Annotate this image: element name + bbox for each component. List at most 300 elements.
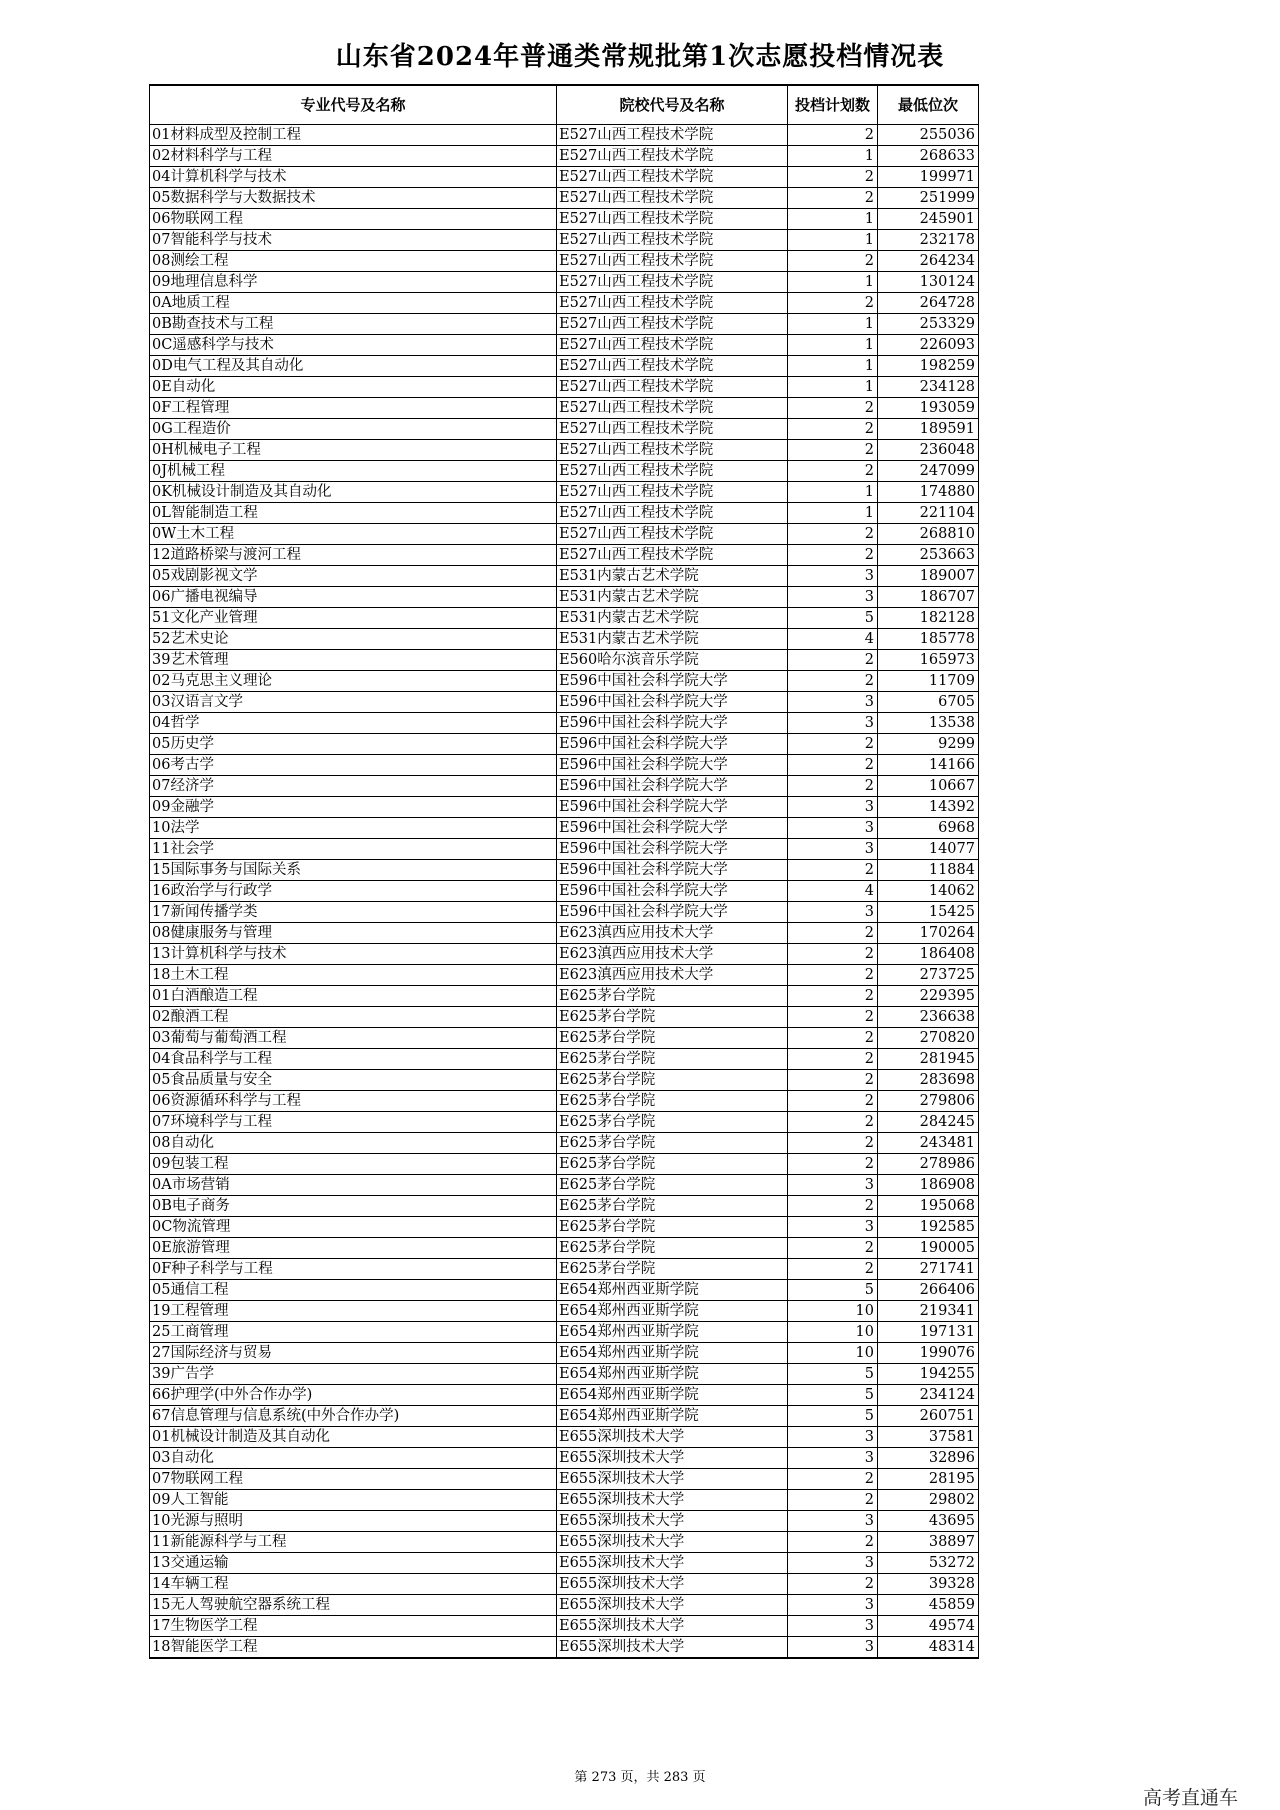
cell-major: 51文化产业管理: [150, 608, 557, 629]
cell-major: 0F种子科学与工程: [150, 1259, 557, 1280]
cell-major: 0E自动化: [150, 377, 557, 398]
cell-major: 14车辆工程: [150, 1574, 557, 1595]
cell-plan-count: 1: [788, 482, 878, 503]
cell-plan-count: 3: [788, 1217, 878, 1238]
table-row: [150, 1406, 979, 1427]
cell-major: 15无人驾驶航空器系统工程: [150, 1595, 557, 1616]
cell-major: 05通信工程: [150, 1280, 557, 1301]
table-row: [150, 1364, 979, 1385]
cell-min-rank: 130124: [878, 272, 979, 293]
table-row: [150, 818, 979, 839]
table-row: [150, 776, 979, 797]
table-row: [150, 797, 979, 818]
cell-min-rank: 39328: [878, 1574, 979, 1595]
cell-major: 0B勘查技术与工程: [150, 314, 557, 335]
cell-plan-count: 2: [788, 419, 878, 440]
cell-min-rank: 186908: [878, 1175, 979, 1196]
table-row: [150, 1112, 979, 1133]
cell-school: E655深圳技术大学: [557, 1595, 788, 1616]
cell-school: E655深圳技术大学: [557, 1427, 788, 1448]
cell-major: 0A地质工程: [150, 293, 557, 314]
cell-min-rank: 253663: [878, 545, 979, 566]
cell-plan-count: 2: [788, 776, 878, 797]
cell-school: E596中国社会科学院大学: [557, 902, 788, 923]
cell-school: E655深圳技术大学: [557, 1532, 788, 1553]
cell-plan-count: 2: [788, 1133, 878, 1154]
cell-min-rank: 11709: [878, 671, 979, 692]
cell-major: 11新能源科学与工程: [150, 1532, 557, 1553]
cell-major: 17生物医学工程: [150, 1616, 557, 1637]
table-row: [150, 1196, 979, 1217]
cell-school: E596中国社会科学院大学: [557, 671, 788, 692]
cell-plan-count: 2: [788, 1574, 878, 1595]
cell-major: 27国际经济与贸易: [150, 1343, 557, 1364]
cell-min-rank: 283698: [878, 1070, 979, 1091]
cell-major: 02材料科学与工程: [150, 146, 557, 167]
cell-min-rank: 28195: [878, 1469, 979, 1490]
cell-school: E655深圳技术大学: [557, 1511, 788, 1532]
cell-school: E596中国社会科学院大学: [557, 776, 788, 797]
cell-school: E655深圳技术大学: [557, 1616, 788, 1637]
cell-plan-count: 2: [788, 944, 878, 965]
cell-school: E655深圳技术大学: [557, 1469, 788, 1490]
cell-major: 02马克思主义理论: [150, 671, 557, 692]
cell-school: E527山西工程技术学院: [557, 503, 788, 524]
table-row: [150, 419, 979, 440]
table-row: [150, 839, 979, 860]
table-row: [150, 524, 979, 545]
cell-school: E655深圳技术大学: [557, 1574, 788, 1595]
cell-major: 39艺术管理: [150, 650, 557, 671]
cell-min-rank: 189591: [878, 419, 979, 440]
cell-major: 67信息管理与信息系统(中外合作办学): [150, 1406, 557, 1427]
cell-major: 04哲学: [150, 713, 557, 734]
cell-plan-count: 2: [788, 1007, 878, 1028]
table-row: [150, 125, 979, 146]
table-row: [150, 881, 979, 902]
cell-plan-count: 10: [788, 1322, 878, 1343]
cell-major: 09金融学: [150, 797, 557, 818]
cell-min-rank: 13538: [878, 713, 979, 734]
cell-plan-count: 4: [788, 629, 878, 650]
cell-min-rank: 29802: [878, 1490, 979, 1511]
table-row: [150, 377, 979, 398]
cell-school: E596中国社会科学院大学: [557, 797, 788, 818]
header-plan-count: 投档计划数: [788, 85, 878, 125]
table-row: [150, 671, 979, 692]
cell-min-rank: 170264: [878, 923, 979, 944]
cell-plan-count: 2: [788, 1070, 878, 1091]
cell-min-rank: 189007: [878, 566, 979, 587]
cell-school: E531内蒙古艺术学院: [557, 566, 788, 587]
table-row: [150, 230, 979, 251]
table-row: [150, 1616, 979, 1637]
cell-min-rank: 186408: [878, 944, 979, 965]
cell-plan-count: 2: [788, 188, 878, 209]
table-row: [150, 587, 979, 608]
cell-major: 12道路桥梁与渡河工程: [150, 545, 557, 566]
cell-school: E527山西工程技术学院: [557, 377, 788, 398]
cell-min-rank: 48314: [878, 1637, 979, 1659]
cell-school: E527山西工程技术学院: [557, 335, 788, 356]
cell-min-rank: 185778: [878, 629, 979, 650]
cell-plan-count: 2: [788, 671, 878, 692]
cell-major: 0H机械电子工程: [150, 440, 557, 461]
cell-min-rank: 43695: [878, 1511, 979, 1532]
cell-school: E654郑州西亚斯学院: [557, 1364, 788, 1385]
cell-major: 0B电子商务: [150, 1196, 557, 1217]
cell-plan-count: 3: [788, 818, 878, 839]
table-row: [150, 1175, 979, 1196]
table-row: [150, 1238, 979, 1259]
cell-plan-count: 1: [788, 335, 878, 356]
cell-school: E527山西工程技术学院: [557, 524, 788, 545]
table-row: [150, 335, 979, 356]
cell-plan-count: 3: [788, 1553, 878, 1574]
table-row: [150, 1511, 979, 1532]
cell-school: E655深圳技术大学: [557, 1490, 788, 1511]
watermark-logo-text: 高考直通车: [1142, 1787, 1238, 1809]
table-row: [150, 755, 979, 776]
cell-plan-count: 2: [788, 860, 878, 881]
cell-school: E527山西工程技术学院: [557, 125, 788, 146]
cell-major: 0F工程管理: [150, 398, 557, 419]
cell-major: 03汉语言文学: [150, 692, 557, 713]
cell-plan-count: 3: [788, 713, 878, 734]
cell-major: 0E旅游管理: [150, 1238, 557, 1259]
cell-major: 02酿酒工程: [150, 1007, 557, 1028]
cell-plan-count: 3: [788, 1175, 878, 1196]
cell-school: E625茅台学院: [557, 1259, 788, 1280]
cell-plan-count: 3: [788, 1427, 878, 1448]
cell-school: E625茅台学院: [557, 1196, 788, 1217]
table-row: [150, 692, 979, 713]
cell-plan-count: 2: [788, 125, 878, 146]
cell-min-rank: 268810: [878, 524, 979, 545]
cell-major: 0G工程造价: [150, 419, 557, 440]
table-row: [150, 1469, 979, 1490]
cell-major: 66护理学(中外合作办学): [150, 1385, 557, 1406]
cell-major: 06资源循环科学与工程: [150, 1091, 557, 1112]
cell-major: 06广播电视编导: [150, 587, 557, 608]
cell-major: 03自动化: [150, 1448, 557, 1469]
cell-min-rank: 243481: [878, 1133, 979, 1154]
cell-major: 09人工智能: [150, 1490, 557, 1511]
cell-plan-count: 2: [788, 1259, 878, 1280]
table-row: [150, 1091, 979, 1112]
table-row: [150, 1532, 979, 1553]
cell-plan-count: 3: [788, 1448, 878, 1469]
cell-min-rank: 53272: [878, 1553, 979, 1574]
cell-major: 05戏剧影视文学: [150, 566, 557, 587]
cell-school: E655深圳技术大学: [557, 1448, 788, 1469]
cell-plan-count: 3: [788, 797, 878, 818]
table-row: [150, 650, 979, 671]
cell-school: E654郑州西亚斯学院: [557, 1343, 788, 1364]
cell-min-rank: 197131: [878, 1322, 979, 1343]
cell-min-rank: 245901: [878, 209, 979, 230]
cell-plan-count: 3: [788, 1637, 878, 1659]
cell-school: E596中国社会科学院大学: [557, 734, 788, 755]
cell-school: E625茅台学院: [557, 1049, 788, 1070]
table-header-row: [150, 85, 979, 125]
cell-plan-count: 1: [788, 314, 878, 335]
cell-plan-count: 2: [788, 1028, 878, 1049]
cell-plan-count: 3: [788, 587, 878, 608]
cell-min-rank: 278986: [878, 1154, 979, 1175]
cell-plan-count: 5: [788, 1280, 878, 1301]
cell-school: E596中国社会科学院大学: [557, 755, 788, 776]
cell-major: 18智能医学工程: [150, 1637, 557, 1659]
cell-plan-count: 2: [788, 1091, 878, 1112]
cell-min-rank: 236638: [878, 1007, 979, 1028]
cell-plan-count: 2: [788, 1196, 878, 1217]
cell-school: E527山西工程技术学院: [557, 398, 788, 419]
table-row: [150, 986, 979, 1007]
cell-min-rank: 253329: [878, 314, 979, 335]
table-row: [150, 1343, 979, 1364]
table-row: [150, 1553, 979, 1574]
cell-min-rank: 247099: [878, 461, 979, 482]
table-row: [150, 503, 979, 524]
table-row: [150, 167, 979, 188]
cell-major: 0W土木工程: [150, 524, 557, 545]
cell-major: 06考古学: [150, 755, 557, 776]
cell-school: E527山西工程技术学院: [557, 167, 788, 188]
cell-plan-count: 1: [788, 146, 878, 167]
cell-plan-count: 2: [788, 293, 878, 314]
cell-min-rank: 37581: [878, 1427, 979, 1448]
cell-major: 19工程管理: [150, 1301, 557, 1322]
cell-min-rank: 281945: [878, 1049, 979, 1070]
cell-school: E527山西工程技术学院: [557, 146, 788, 167]
cell-plan-count: 4: [788, 881, 878, 902]
table-row: [150, 923, 979, 944]
table-row: [150, 1007, 979, 1028]
table-row: [150, 251, 979, 272]
cell-major: 10法学: [150, 818, 557, 839]
cell-plan-count: 5: [788, 608, 878, 629]
cell-school: E625茅台学院: [557, 1133, 788, 1154]
table-row: [150, 1070, 979, 1091]
cell-school: E625茅台学院: [557, 1112, 788, 1133]
table-row: [150, 965, 979, 986]
cell-school: E527山西工程技术学院: [557, 440, 788, 461]
cell-major: 18土木工程: [150, 965, 557, 986]
cell-major: 01材料成型及控制工程: [150, 125, 557, 146]
cell-major: 0C遥感科学与技术: [150, 335, 557, 356]
cell-plan-count: 2: [788, 734, 878, 755]
cell-major: 17新闻传播学类: [150, 902, 557, 923]
cell-min-rank: 194255: [878, 1364, 979, 1385]
page-number: 第 273 页，共 283 页: [574, 1770, 706, 1785]
table-row: [150, 188, 979, 209]
cell-major: 0K机械设计制造及其自动化: [150, 482, 557, 503]
table-row: [150, 1049, 979, 1070]
cell-plan-count: 10: [788, 1343, 878, 1364]
cell-major: 16政治学与行政学: [150, 881, 557, 902]
cell-major: 25工商管理: [150, 1322, 557, 1343]
cell-min-rank: 199971: [878, 167, 979, 188]
header-major: 专业代号及名称: [150, 85, 557, 125]
cell-min-rank: 255036: [878, 125, 979, 146]
admission-table: [149, 84, 979, 1659]
table-row: [150, 629, 979, 650]
table-row: [150, 1637, 979, 1659]
cell-plan-count: 2: [788, 986, 878, 1007]
cell-school: E527山西工程技术学院: [557, 209, 788, 230]
cell-plan-count: 2: [788, 524, 878, 545]
cell-plan-count: 2: [788, 923, 878, 944]
cell-plan-count: 3: [788, 1616, 878, 1637]
cell-major: 13交通运输: [150, 1553, 557, 1574]
cell-min-rank: 38897: [878, 1532, 979, 1553]
cell-min-rank: 271741: [878, 1259, 979, 1280]
cell-min-rank: 198259: [878, 356, 979, 377]
cell-school: E654郑州西亚斯学院: [557, 1406, 788, 1427]
cell-plan-count: 1: [788, 272, 878, 293]
cell-plan-count: 2: [788, 251, 878, 272]
cell-min-rank: 6705: [878, 692, 979, 713]
cell-plan-count: 2: [788, 1532, 878, 1553]
table-row: [150, 902, 979, 923]
cell-school: E623滇西应用技术大学: [557, 944, 788, 965]
table-row: [150, 1217, 979, 1238]
cell-school: E654郑州西亚斯学院: [557, 1385, 788, 1406]
cell-school: E527山西工程技术学院: [557, 251, 788, 272]
table-row: [150, 608, 979, 629]
cell-school: E531内蒙古艺术学院: [557, 629, 788, 650]
cell-school: E654郑州西亚斯学院: [557, 1322, 788, 1343]
cell-school: E527山西工程技术学院: [557, 356, 788, 377]
cell-major: 04食品科学与工程: [150, 1049, 557, 1070]
table-row: [150, 209, 979, 230]
cell-min-rank: 260751: [878, 1406, 979, 1427]
cell-plan-count: 3: [788, 1595, 878, 1616]
cell-min-rank: 6968: [878, 818, 979, 839]
cell-school: E527山西工程技术学院: [557, 419, 788, 440]
table-row: [150, 860, 979, 881]
cell-major: 04计算机科学与技术: [150, 167, 557, 188]
cell-school: E625茅台学院: [557, 1238, 788, 1259]
cell-school: E596中国社会科学院大学: [557, 860, 788, 881]
table-row: [150, 146, 979, 167]
cell-major: 08测绘工程: [150, 251, 557, 272]
cell-school: E527山西工程技术学院: [557, 482, 788, 503]
cell-school: E596中国社会科学院大学: [557, 839, 788, 860]
cell-plan-count: 3: [788, 839, 878, 860]
cell-min-rank: 251999: [878, 188, 979, 209]
cell-school: E625茅台学院: [557, 1175, 788, 1196]
cell-min-rank: 192585: [878, 1217, 979, 1238]
table-row: [150, 566, 979, 587]
cell-min-rank: 190005: [878, 1238, 979, 1259]
table-row: [150, 734, 979, 755]
cell-school: E623滇西应用技术大学: [557, 923, 788, 944]
cell-min-rank: 284245: [878, 1112, 979, 1133]
cell-plan-count: 1: [788, 377, 878, 398]
table-row: [150, 1574, 979, 1595]
cell-min-rank: 221104: [878, 503, 979, 524]
cell-plan-count: 5: [788, 1385, 878, 1406]
cell-min-rank: 9299: [878, 734, 979, 755]
cell-school: E527山西工程技术学院: [557, 293, 788, 314]
cell-major: 08健康服务与管理: [150, 923, 557, 944]
cell-school: E655深圳技术大学: [557, 1637, 788, 1659]
table-row: [150, 1490, 979, 1511]
table-row: [150, 1322, 979, 1343]
cell-plan-count: 2: [788, 650, 878, 671]
cell-major: 0D电气工程及其自动化: [150, 356, 557, 377]
cell-plan-count: 3: [788, 692, 878, 713]
cell-plan-count: 2: [788, 461, 878, 482]
cell-major: 0J机械工程: [150, 461, 557, 482]
cell-school: E655深圳技术大学: [557, 1553, 788, 1574]
cell-school: E596中国社会科学院大学: [557, 713, 788, 734]
cell-school: E531内蒙古艺术学院: [557, 608, 788, 629]
cell-school: E625茅台学院: [557, 1217, 788, 1238]
cell-min-rank: 14062: [878, 881, 979, 902]
cell-min-rank: 264234: [878, 251, 979, 272]
cell-major: 05食品质量与安全: [150, 1070, 557, 1091]
cell-min-rank: 266406: [878, 1280, 979, 1301]
table-row: [150, 1133, 979, 1154]
cell-major: 05历史学: [150, 734, 557, 755]
cell-school: E625茅台学院: [557, 1028, 788, 1049]
cell-min-rank: 186707: [878, 587, 979, 608]
cell-min-rank: 236048: [878, 440, 979, 461]
cell-plan-count: 3: [788, 1511, 878, 1532]
cell-school: E527山西工程技术学院: [557, 188, 788, 209]
table-row: [150, 1427, 979, 1448]
cell-school: E596中国社会科学院大学: [557, 818, 788, 839]
document-title: 山东省2024年普通类常规批第1次志愿投档情况表: [335, 42, 945, 72]
cell-plan-count: 2: [788, 1112, 878, 1133]
cell-major: 39广告学: [150, 1364, 557, 1385]
cell-plan-count: 2: [788, 545, 878, 566]
cell-major: 52艺术史论: [150, 629, 557, 650]
cell-min-rank: 32896: [878, 1448, 979, 1469]
cell-plan-count: 1: [788, 230, 878, 251]
cell-major: 07智能科学与技术: [150, 230, 557, 251]
cell-major: 08自动化: [150, 1133, 557, 1154]
cell-plan-count: 5: [788, 1364, 878, 1385]
cell-major: 07经济学: [150, 776, 557, 797]
cell-min-rank: 193059: [878, 398, 979, 419]
cell-min-rank: 182128: [878, 608, 979, 629]
cell-min-rank: 195068: [878, 1196, 979, 1217]
cell-min-rank: 14166: [878, 755, 979, 776]
cell-min-rank: 219341: [878, 1301, 979, 1322]
table-row: [150, 461, 979, 482]
header-min-rank: 最低位次: [878, 85, 979, 125]
cell-plan-count: 2: [788, 1049, 878, 1070]
cell-school: E527山西工程技术学院: [557, 545, 788, 566]
table-row: [150, 1154, 979, 1175]
cell-plan-count: 2: [788, 1238, 878, 1259]
cell-plan-count: 1: [788, 356, 878, 377]
cell-school: E654郑州西亚斯学院: [557, 1280, 788, 1301]
header-school: 院校代号及名称: [557, 85, 788, 125]
cell-major: 01白酒酿造工程: [150, 986, 557, 1007]
table-row: [150, 944, 979, 965]
cell-plan-count: 2: [788, 755, 878, 776]
cell-plan-count: 2: [788, 1490, 878, 1511]
cell-plan-count: 3: [788, 902, 878, 923]
table-row: [150, 272, 979, 293]
cell-major: 0L智能制造工程: [150, 503, 557, 524]
cell-plan-count: 2: [788, 440, 878, 461]
